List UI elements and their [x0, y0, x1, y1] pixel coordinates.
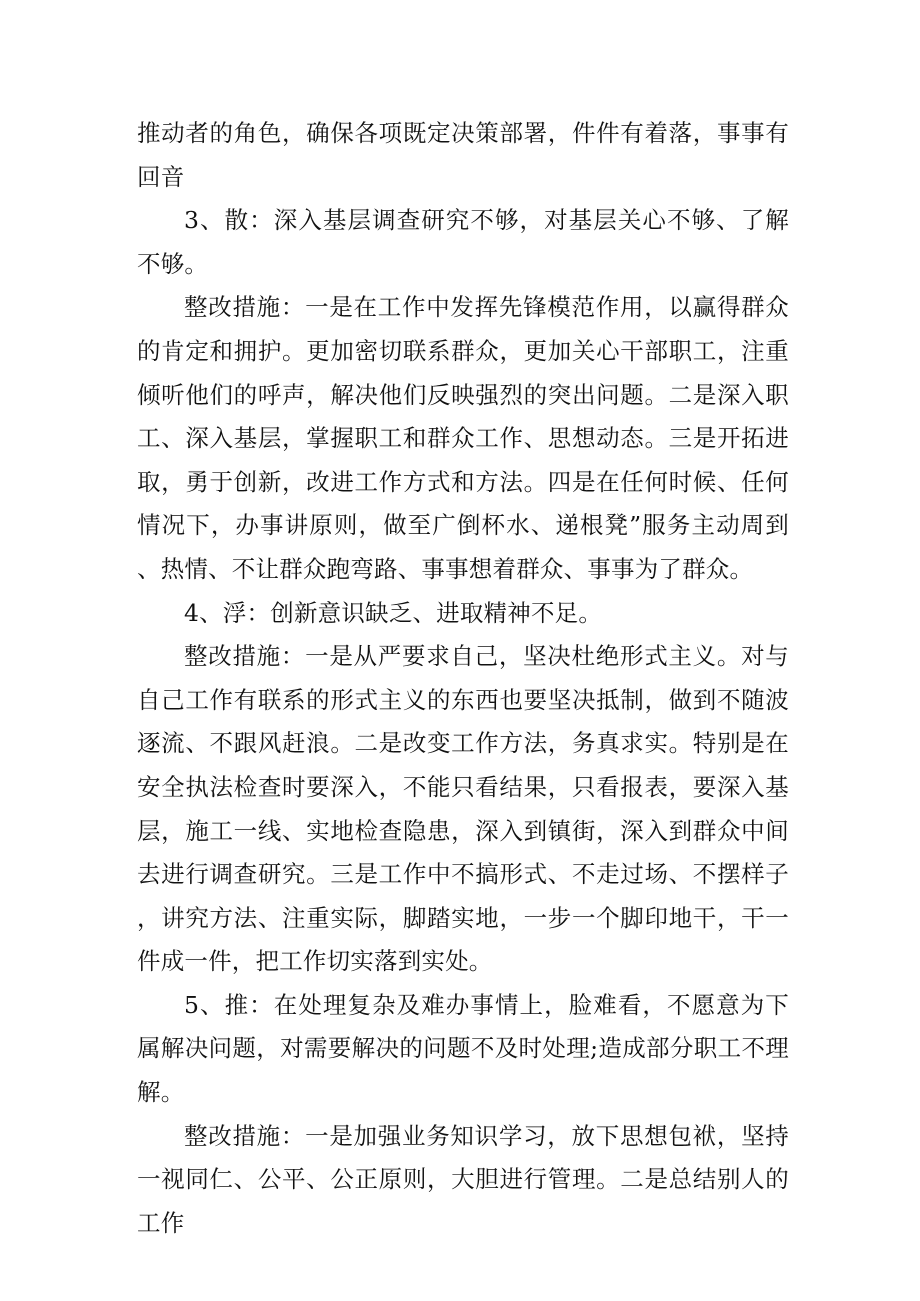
paragraph-issue-5: 5、推：在处理复杂及难办事情上，脸难看，不愿意为下属解决问题，对需要解决的问题不及时处理;造成部分职工不理解。	[137, 990, 789, 1107]
paragraph-measures-4: 整改措施：一是从严要求自己，坚决杜绝形式主义。对与自己工作有联系的形式主义的东西也要坚决抵制，做到不随波逐流、不跟风赶浪。二是改变工作方法，务真求实。特别是在安全执法检查时要深入，不能只看结果，只看报表，要深入基层，施工一线、实地检查隐患，深入到镇街，深入到群众中间去进行调查研究。三是工作中不搞形式、不走过场、不摆样子，讲究方法、注重实际，脚踏实地，一步一个脚印地干，干一件成一件，把工作切实落到实处。	[137, 642, 789, 976]
paragraph-issue-4: 4、浮：创新意识缺乏、进取精神不足。	[184, 598, 603, 627]
paragraph-measures-5: 整改措施：一是加强业务知识学习，放下思想包袱，坚持一视同仁、公平、公正原则，大胆进行管理。二是总结别人的工作	[137, 1121, 789, 1237]
paragraph-continuation: 推动者的角色，确保各项既定决策部署，件件有着落，事事有回音	[137, 119, 789, 191]
paragraph-measures-3: 整改措施：一是在工作中发挥先锋模范作用，以赢得群众的肯定和拥护。更加密切联系群众，更加关心干部职工，注重倾听他们的呼声，解决他们反映强烈的突出问题。二是深入职工、深入基层，掌握职工和群众工作、思想动态。三是开拓进取，勇于创新，改进工作方式和方法。四是在任何时候、任何情况下，办事讲原则，做至广倒杯水、递根凳”服务主动周到、热情、不让群众跑弯路、事事想着群众、事事为了群众。	[137, 293, 789, 583]
document-body	[137, 112, 789, 1245]
paragraph-issue-3: 3、散：深入基层调查研究不够，对基层关心不够、了解不够。	[137, 206, 789, 278]
